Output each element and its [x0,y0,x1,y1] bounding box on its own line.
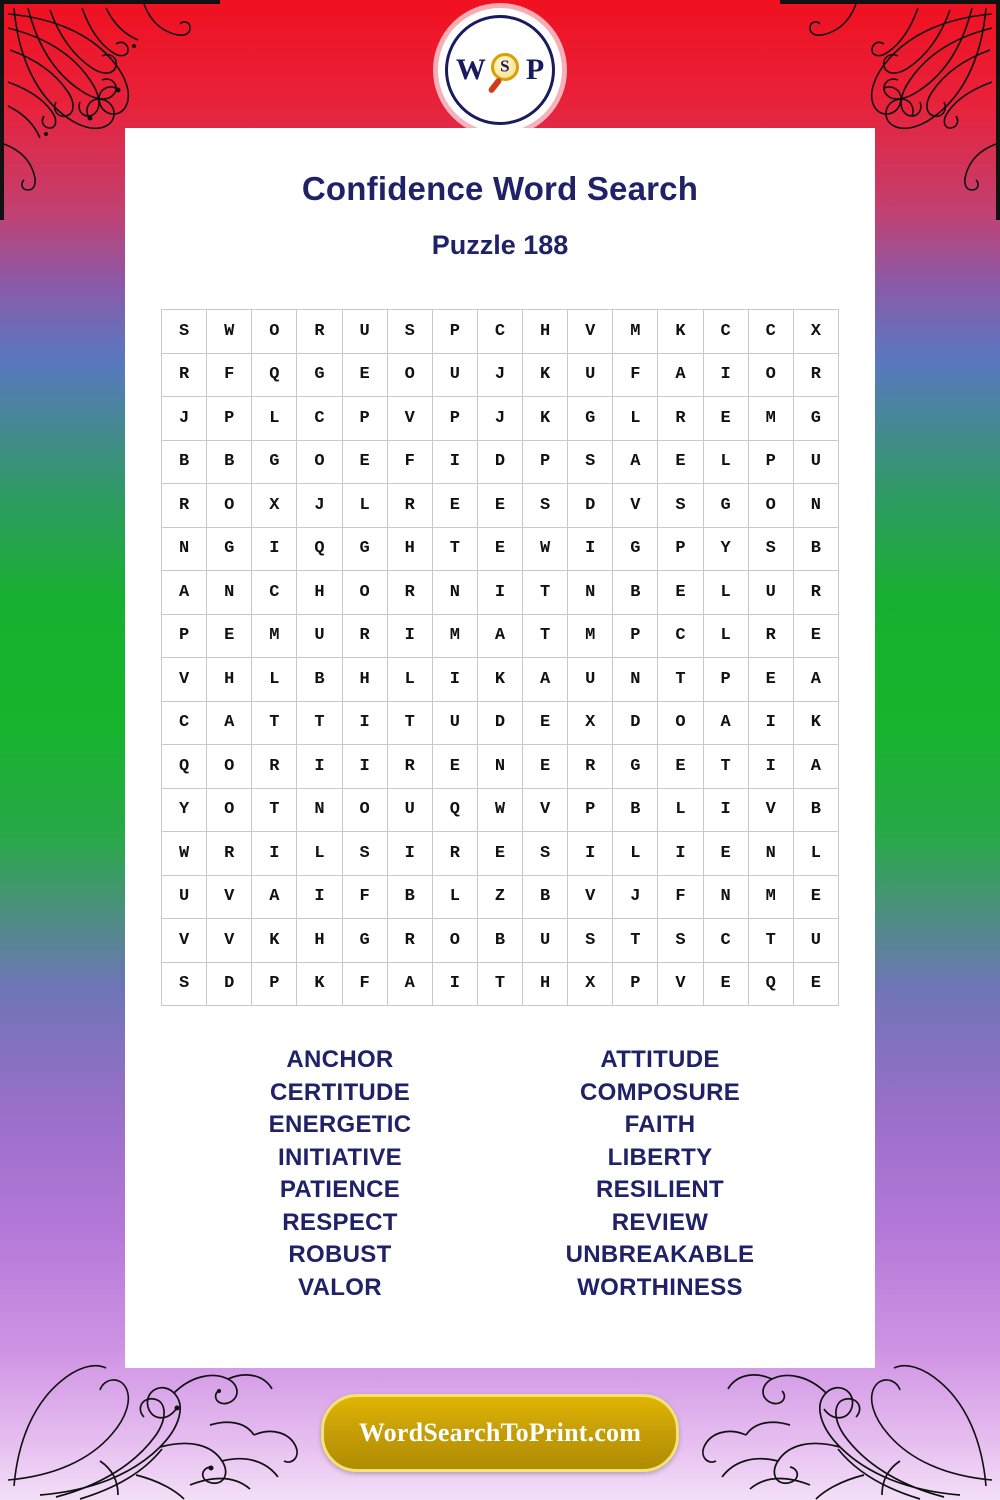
grid-cell[interactable]: P [432,310,477,354]
grid-cell[interactable]: L [703,614,748,658]
grid-cell[interactable]: U [387,788,432,832]
grid-cell[interactable]: V [568,875,613,919]
grid-cell[interactable]: U [793,440,838,484]
grid-cell[interactable]: R [748,614,793,658]
grid-cell[interactable]: N [432,571,477,615]
grid-cell[interactable]: S [568,919,613,963]
grid-cell[interactable]: O [342,571,387,615]
grid-cell[interactable]: T [523,571,568,615]
word-list-item[interactable]: FAITH [624,1111,696,1138]
grid-row [162,571,839,615]
grid-cell[interactable]: L [252,658,297,702]
grid-cell[interactable]: R [432,832,477,876]
grid-cell[interactable]: C [748,310,793,354]
grid-cell[interactable]: N [613,658,658,702]
grid-cell[interactable]: P [703,658,748,702]
grid-cell[interactable]: A [477,614,522,658]
grid-cell[interactable]: S [342,832,387,876]
word-list-item[interactable]: RESPECT [282,1208,398,1236]
grid-cell[interactable]: X [568,701,613,745]
word-list-item[interactable]: UNBREAKABLE [565,1241,755,1268]
grid-cell[interactable]: F [342,962,387,1006]
grid-cell[interactable]: S [658,484,703,528]
grid-cell[interactable]: A [387,962,432,1006]
grid-cell[interactable]: M [748,397,793,441]
grid-cell[interactable]: E [523,745,568,789]
grid-cell[interactable]: E [342,440,387,484]
grid-cell[interactable]: Q [252,353,297,397]
website-badge[interactable] [321,1394,679,1472]
grid-cell[interactable]: M [252,614,297,658]
grid-cell[interactable]: P [432,397,477,441]
grid-cell[interactable]: A [252,875,297,919]
grid-cell[interactable]: U [568,658,613,702]
grid-cell[interactable]: K [658,310,703,354]
grid-cell[interactable]: N [703,875,748,919]
grid-cell[interactable]: I [342,745,387,789]
magnifier-lens [491,53,519,81]
grid-cell[interactable]: A [523,658,568,702]
grid-cell[interactable]: K [252,919,297,963]
grid-cell[interactable]: O [658,701,703,745]
grid-cell[interactable]: O [342,788,387,832]
brand-logo-inner [445,15,555,125]
word-list-item[interactable]: WORTHINESS [577,1273,743,1301]
grid-row [162,745,839,789]
grid-cell[interactable]: R [568,745,613,789]
grid-cell[interactable]: V [387,397,432,441]
grid-cell[interactable]: C [703,919,748,963]
grid-cell[interactable]: D [477,701,522,745]
grid-cell[interactable]: K [793,701,838,745]
grid-cell[interactable]: V [523,788,568,832]
grid-cell[interactable]: H [297,571,342,615]
brand-logo [438,8,562,132]
grid-cell[interactable]: U [162,875,207,919]
grid-cell[interactable]: E [703,832,748,876]
grid-cell[interactable]: L [297,832,342,876]
grid-cell[interactable]: Q [748,962,793,1006]
grid-row [162,440,839,484]
grid-cell[interactable]: L [613,832,658,876]
grid-cell[interactable]: I [342,701,387,745]
grid-cell[interactable]: C [658,614,703,658]
grid-cell[interactable]: R [387,571,432,615]
logo-letter-p: P [525,53,545,86]
grid-cell[interactable]: V [162,658,207,702]
grid-cell[interactable]: J [477,353,522,397]
grid-cell[interactable]: C [703,310,748,354]
grid-row [162,875,839,919]
grid-cell[interactable]: G [342,919,387,963]
grid-cell[interactable]: I [658,832,703,876]
grid-cell[interactable]: O [207,788,252,832]
grid-cell[interactable]: E [793,962,838,1006]
grid-cell[interactable]: I [297,875,342,919]
grid-cell[interactable]: P [613,962,658,1006]
grid-cell[interactable]: X [793,310,838,354]
grid-cell[interactable]: U [748,571,793,615]
word-list-column-left [180,1044,500,1304]
grid-cell[interactable]: I [387,614,432,658]
word-list-item[interactable]: ANCHOR [286,1046,394,1073]
grid-cell[interactable]: H [342,658,387,702]
grid-cell[interactable]: O [207,484,252,528]
grid-cell[interactable]: N [568,571,613,615]
word-list-item[interactable]: ROBUST [288,1241,392,1268]
grid-cell[interactable]: L [793,832,838,876]
grid-cell[interactable]: P [523,440,568,484]
grid-cell[interactable]: X [252,484,297,528]
grid-cell[interactable]: P [658,527,703,571]
word-list-item[interactable]: INITIATIVE [278,1143,402,1171]
grid-row [162,353,839,397]
grid-cell[interactable]: D [613,701,658,745]
grid-cell[interactable]: C [252,571,297,615]
grid-cell[interactable]: D [568,484,613,528]
grid-cell[interactable]: A [658,353,703,397]
grid-cell[interactable]: U [523,919,568,963]
grid-cell[interactable]: B [477,919,522,963]
grid-cell[interactable]: U [568,353,613,397]
grid-cell[interactable]: H [387,527,432,571]
grid-cell[interactable]: T [432,527,477,571]
grid-cell[interactable]: Q [297,527,342,571]
word-list-item[interactable]: REVIEW [611,1208,709,1236]
grid-cell[interactable]: L [613,397,658,441]
grid-cell[interactable]: G [613,527,658,571]
grid-cell[interactable]: O [748,353,793,397]
grid-cell[interactable]: I [432,962,477,1006]
grid-cell[interactable]: I [297,745,342,789]
grid-cell[interactable]: I [477,571,522,615]
grid-cell[interactable]: Y [703,527,748,571]
grid-cell[interactable]: R [252,745,297,789]
grid-cell[interactable]: R [207,832,252,876]
grid-cell[interactable]: A [793,745,838,789]
grid-cell[interactable]: O [297,440,342,484]
grid-cell[interactable]: O [432,919,477,963]
grid-cell[interactable]: R [342,614,387,658]
word-list-item[interactable]: RESILIENT [595,1176,725,1203]
grid-cell[interactable]: T [297,701,342,745]
grid-cell[interactable]: U [297,614,342,658]
grid-cell[interactable]: S [658,919,703,963]
grid-cell[interactable]: L [703,571,748,615]
word-list-item[interactable]: ENERGETIC [268,1111,412,1138]
grid-cell[interactable]: N [793,484,838,528]
grid-cell[interactable]: I [252,527,297,571]
grid-cell[interactable]: F [613,353,658,397]
grid-cell[interactable]: G [342,527,387,571]
grid-cell[interactable]: E [748,658,793,702]
grid-cell[interactable]: N [207,571,252,615]
grid-cell[interactable]: O [252,310,297,354]
grid-cell[interactable]: K [523,353,568,397]
grid-cell[interactable]: R [793,353,838,397]
grid-cell[interactable]: T [252,701,297,745]
grid-cell[interactable]: U [793,919,838,963]
grid-row [162,658,839,702]
grid-row [162,397,839,441]
grid-cell[interactable]: E [342,353,387,397]
word-list-item[interactable]: LIBERTY [607,1143,713,1171]
grid-cell[interactable]: B [613,571,658,615]
grid-cell[interactable]: V [748,788,793,832]
grid-cell[interactable]: E [477,527,522,571]
grid-cell[interactable]: J [477,397,522,441]
grid-cell[interactable]: P [207,397,252,441]
grid-cell[interactable]: H [207,658,252,702]
grid-cell[interactable]: E [523,701,568,745]
grid-cell[interactable]: R [162,484,207,528]
grid-cell[interactable]: G [297,353,342,397]
word-list-item[interactable]: CERTITUDE [269,1078,411,1106]
grid-cell[interactable]: E [658,745,703,789]
word-list-column-right [500,1044,820,1304]
grid-row [162,701,839,745]
grid-cell[interactable]: B [207,440,252,484]
grid-cell[interactable]: I [252,832,297,876]
grid-cell[interactable]: C [477,310,522,354]
grid-cell[interactable]: S [162,962,207,1006]
grid-cell[interactable]: E [207,614,252,658]
grid-cell[interactable]: U [432,701,477,745]
grid-cell[interactable]: K [477,658,522,702]
grid-cell[interactable]: W [523,527,568,571]
grid-row [162,484,839,528]
word-search-grid-wrapper [161,309,839,1006]
grid-cell[interactable]: Y [162,788,207,832]
word-search-grid[interactable] [161,309,839,1006]
grid-cell[interactable]: I [703,353,748,397]
magnifier-icon [488,52,524,88]
grid-cell[interactable]: P [342,397,387,441]
grid-cell[interactable]: S [523,832,568,876]
grid-cell[interactable]: F [387,440,432,484]
page-title: Confidence Word Search [301,170,699,207]
grid-cell[interactable]: G [568,397,613,441]
grid-cell[interactable]: B [523,875,568,919]
grid-cell[interactable]: S [162,310,207,354]
grid-cell[interactable]: G [613,745,658,789]
grid-cell[interactable]: V [658,962,703,1006]
grid-row [162,614,839,658]
grid-cell[interactable]: V [207,919,252,963]
grid-cell[interactable]: C [162,701,207,745]
grid-cell[interactable]: L [252,397,297,441]
grid-cell[interactable]: S [568,440,613,484]
grid-row [162,832,839,876]
grid-row [162,310,839,354]
grid-cell[interactable]: E [793,614,838,658]
grid-cell[interactable]: U [432,353,477,397]
grid-cell[interactable]: S [748,527,793,571]
grid-cell[interactable]: L [703,440,748,484]
grid-cell[interactable]: S [387,310,432,354]
grid-cell[interactable]: D [207,962,252,1006]
grid-cell[interactable]: B [793,527,838,571]
grid-cell[interactable]: L [432,875,477,919]
word-list [180,1044,820,1304]
grid-row [162,788,839,832]
grid-cell[interactable]: M [432,614,477,658]
grid-cell[interactable]: B [162,440,207,484]
grid-cell[interactable]: B [613,788,658,832]
grid-cell[interactable]: E [793,875,838,919]
grid-cell[interactable]: P [568,788,613,832]
grid-cell[interactable]: A [703,701,748,745]
grid-cell[interactable]: J [297,484,342,528]
grid-cell[interactable]: A [207,701,252,745]
word-list-item[interactable]: ATTITUDE [600,1046,720,1073]
grid-cell[interactable]: A [162,571,207,615]
grid-cell[interactable]: H [523,310,568,354]
grid-cell[interactable]: X [568,962,613,1006]
grid-cell[interactable]: J [613,875,658,919]
grid-cell[interactable]: B [297,658,342,702]
worksheet-sheet [125,128,875,1368]
grid-cell[interactable]: K [523,397,568,441]
grid-cell[interactable]: F [207,353,252,397]
grid-cell[interactable]: V [568,310,613,354]
word-list-item[interactable]: VALOR [298,1273,382,1301]
grid-cell[interactable]: L [387,658,432,702]
grid-cell[interactable]: T [252,788,297,832]
grid-cell[interactable]: A [793,658,838,702]
grid-cell[interactable]: N [477,745,522,789]
grid-cell[interactable]: A [613,440,658,484]
grid-row [162,527,839,571]
grid-cell[interactable]: I [748,701,793,745]
grid-cell[interactable]: G [207,527,252,571]
grid-cell[interactable]: B [793,788,838,832]
magnifier-handle [487,77,502,94]
grid-cell[interactable]: P [252,962,297,1006]
grid-cell[interactable]: I [387,832,432,876]
grid-cell[interactable]: P [162,614,207,658]
grid-row [162,919,839,963]
grid-cell[interactable]: T [387,701,432,745]
grid-cell[interactable]: Z [477,875,522,919]
grid-cell[interactable]: K [297,962,342,1006]
grid-cell[interactable]: T [658,658,703,702]
grid-cell[interactable]: R [297,310,342,354]
grid-cell[interactable]: R [387,484,432,528]
grid-cell[interactable]: F [658,875,703,919]
grid-cell[interactable]: R [387,745,432,789]
grid-cell[interactable]: I [568,832,613,876]
grid-cell[interactable]: E [477,832,522,876]
grid-cell[interactable]: O [387,353,432,397]
grid-cell[interactable]: I [568,527,613,571]
grid-cell[interactable]: E [432,484,477,528]
grid-cell[interactable]: P [613,614,658,658]
grid-cell[interactable]: T [703,745,748,789]
grid-cell[interactable]: S [523,484,568,528]
grid-cell[interactable]: V [162,919,207,963]
grid-cell[interactable]: T [477,962,522,1006]
grid-cell[interactable]: F [342,875,387,919]
grid-cell[interactable]: Q [162,745,207,789]
grid-cell[interactable]: L [658,788,703,832]
grid-cell[interactable]: T [613,919,658,963]
logo-letter-s: S [500,56,510,76]
grid-cell[interactable]: W [162,832,207,876]
grid-cell[interactable]: V [207,875,252,919]
grid-cell[interactable]: R [162,353,207,397]
grid-cell[interactable]: I [432,440,477,484]
grid-cell[interactable]: E [703,397,748,441]
grid-cell[interactable]: O [207,745,252,789]
grid-cell[interactable]: P [748,440,793,484]
grid-cell[interactable]: G [793,397,838,441]
grid-cell[interactable]: M [613,310,658,354]
grid-cell[interactable]: D [477,440,522,484]
grid-cell[interactable]: I [432,658,477,702]
grid-row [162,962,839,1006]
grid-cell[interactable]: L [342,484,387,528]
grid-cell[interactable]: I [748,745,793,789]
puzzle-number: Puzzle 188 [431,230,569,260]
grid-cell[interactable]: E [432,745,477,789]
website-label: WordSearchToPrint.com [358,1418,642,1447]
grid-cell[interactable]: Q [432,788,477,832]
grid-cell[interactable]: R [387,919,432,963]
grid-cell[interactable]: E [658,440,703,484]
grid-cell[interactable]: H [523,962,568,1006]
grid-cell[interactable]: V [613,484,658,528]
grid-cell[interactable]: R [793,571,838,615]
grid-cell[interactable]: E [658,571,703,615]
grid-cell[interactable]: N [162,527,207,571]
grid-cell[interactable]: T [523,614,568,658]
grid-cell[interactable]: E [477,484,522,528]
grid-cell[interactable]: J [162,397,207,441]
word-list-item[interactable]: COMPOSURE [579,1078,741,1106]
grid-cell[interactable]: R [658,397,703,441]
grid-cell[interactable]: H [297,919,342,963]
logo-letter-w: W [455,53,486,86]
word-list-item[interactable]: PATIENCE [279,1176,401,1203]
grid-cell[interactable]: N [748,832,793,876]
grid-cell[interactable]: E [703,962,748,1006]
grid-cell[interactable]: W [207,310,252,354]
grid-cell[interactable]: M [568,614,613,658]
grid-cell[interactable]: B [387,875,432,919]
grid-cell[interactable]: C [297,397,342,441]
grid-cell[interactable]: G [703,484,748,528]
grid-cell[interactable]: O [748,484,793,528]
grid-cell[interactable]: G [252,440,297,484]
grid-cell[interactable]: T [748,919,793,963]
grid-cell[interactable]: I [703,788,748,832]
grid-cell[interactable]: W [477,788,522,832]
grid-cell[interactable]: U [342,310,387,354]
grid-cell[interactable]: N [297,788,342,832]
grid-cell[interactable]: M [748,875,793,919]
